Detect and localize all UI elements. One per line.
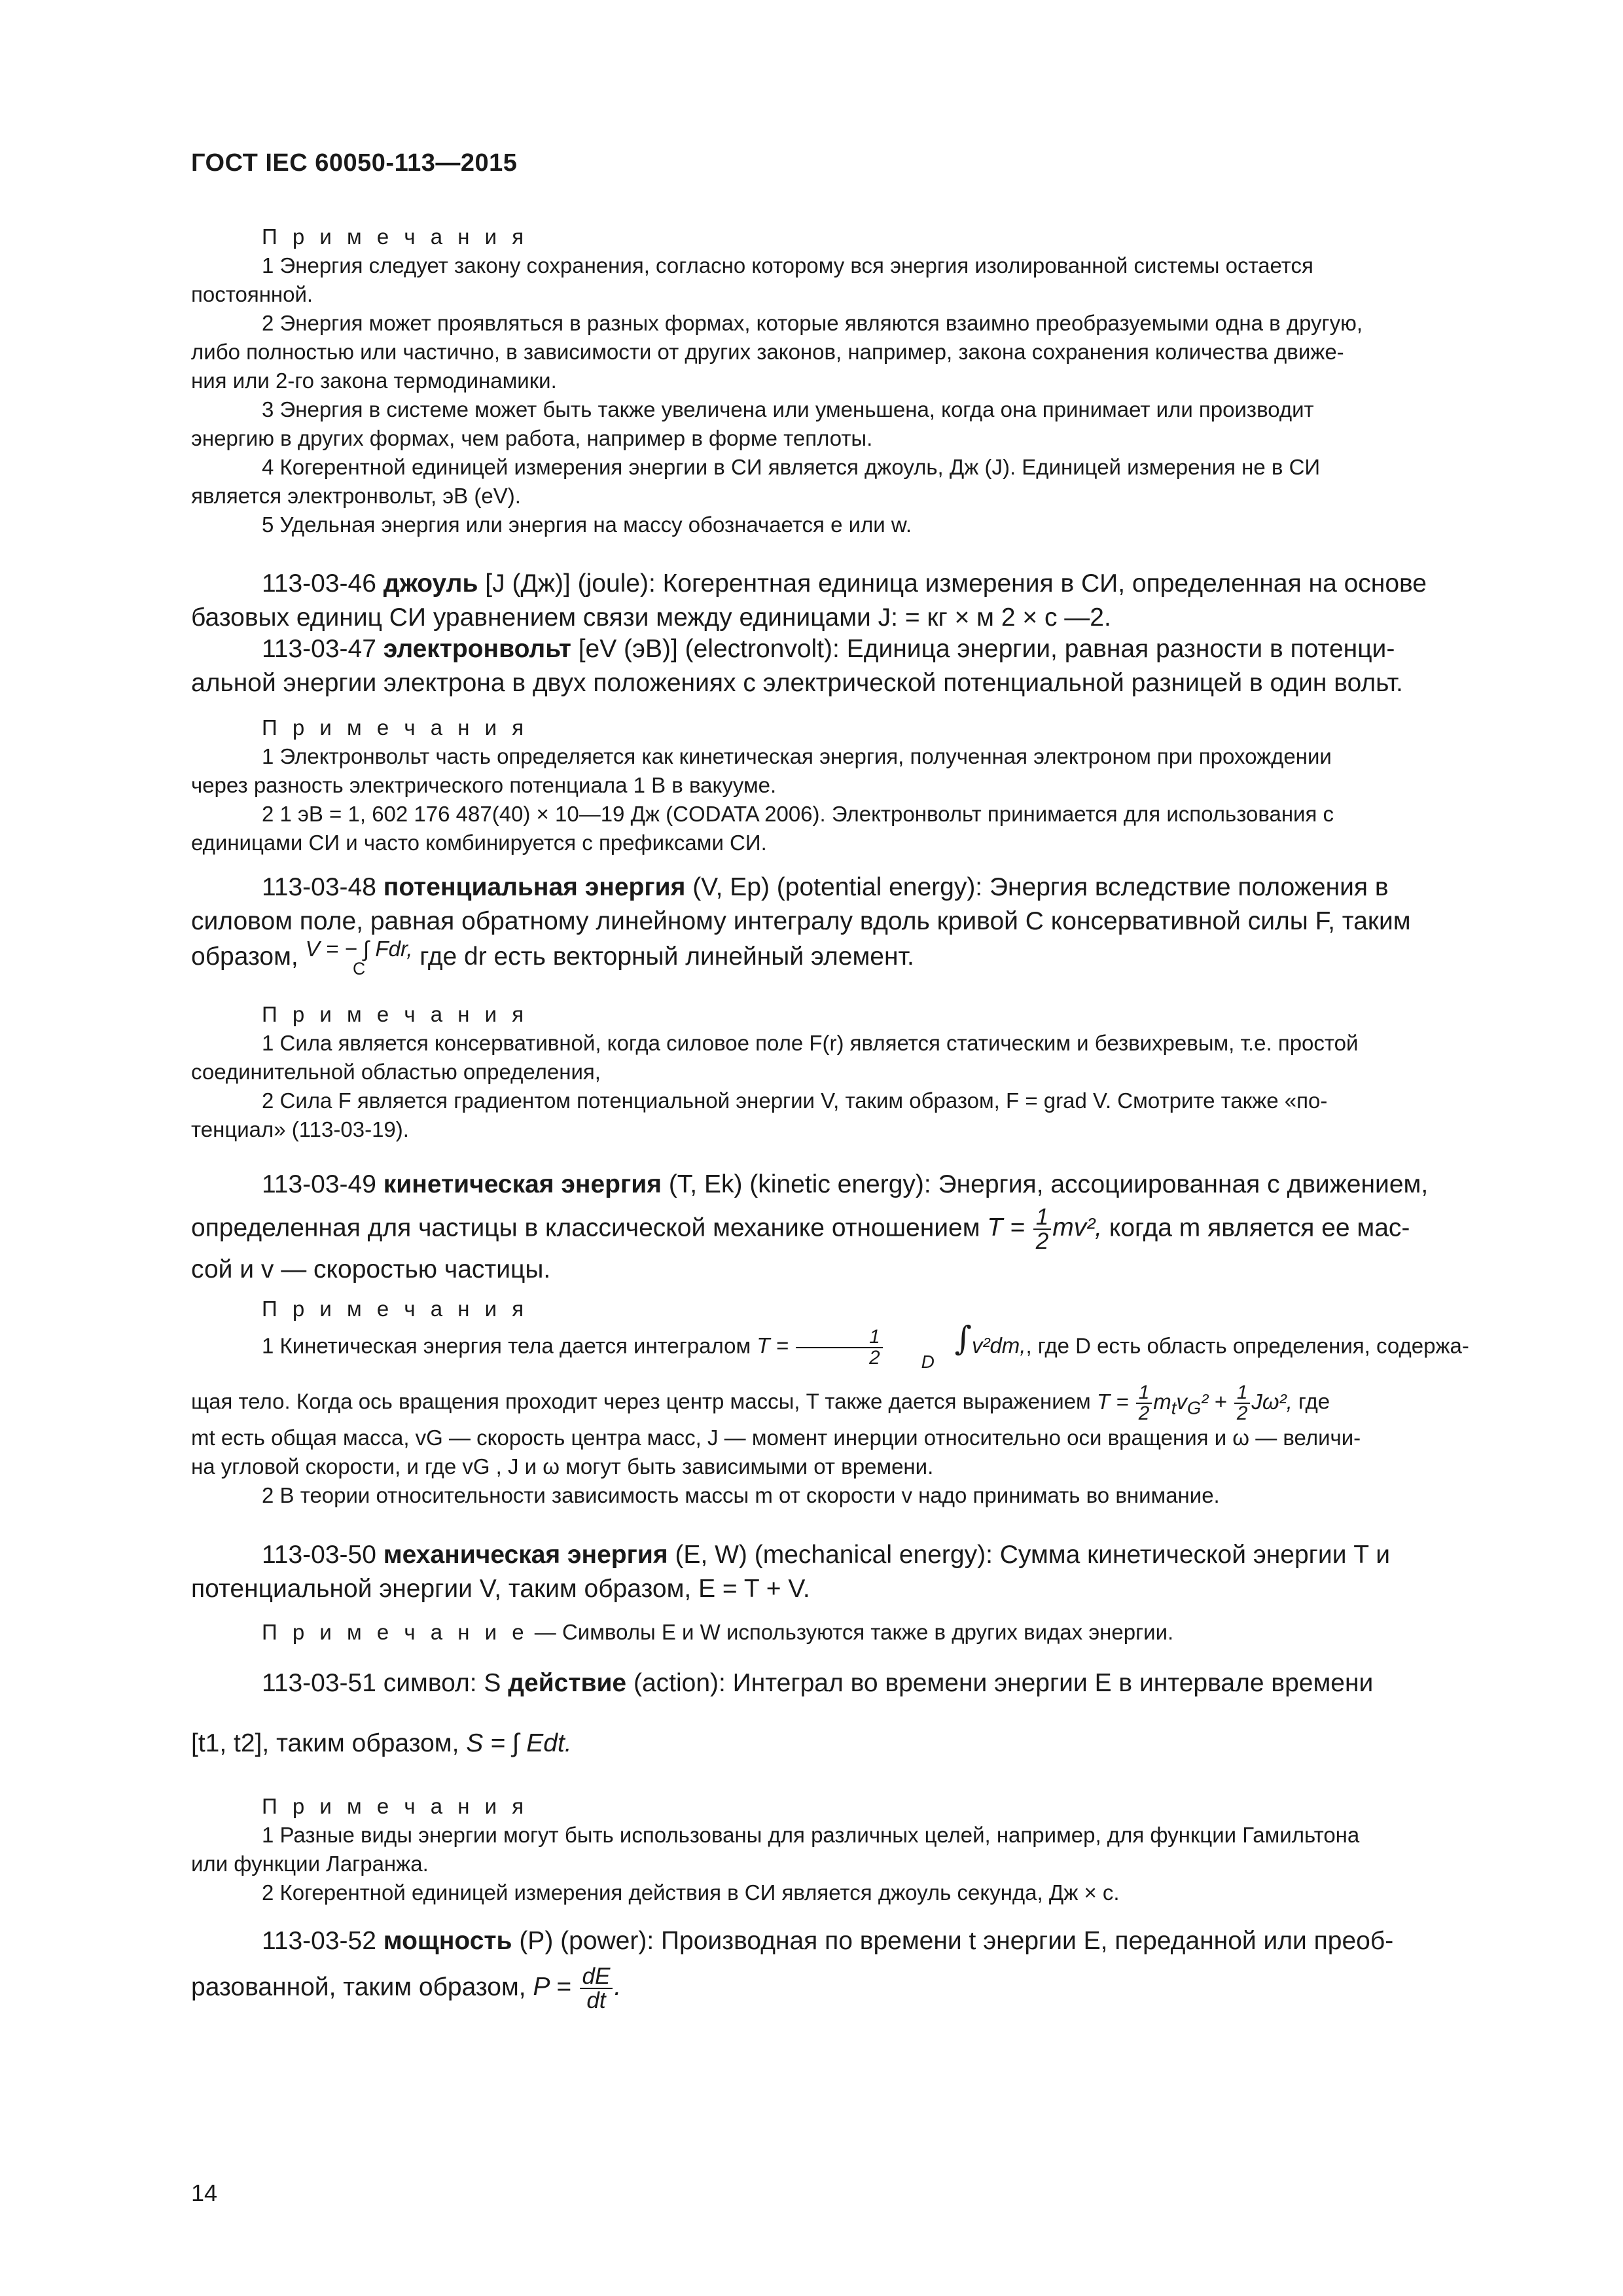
formula-lead: определенная для частицы в классической механике отношением <box>191 1213 980 1242</box>
term-power <box>191 1924 1493 2012</box>
formula-trail: когда m является ее мас- <box>1109 1213 1410 1242</box>
note-1-cont <box>191 1383 1493 1423</box>
term-definition: (E, W) (mechanical energy): Сумма кинетической энергии T и <box>675 1541 1391 1569</box>
mechanical-note <box>191 1618 1493 1647</box>
term-definition: (action): Интеграл во времени энергии E в интервале времени <box>633 1669 1374 1697</box>
term-definition-cont <box>191 1727 1493 1761</box>
term-title: джоуль <box>383 569 478 598</box>
term-kinetic-energy <box>191 1168 1493 1287</box>
term-number: 113-03-51 <box>262 1669 376 1697</box>
note-4-cont: является электронвольт, эВ (eV). <box>191 484 521 508</box>
note-1-cont3: на угловой скорости, и где vG , J и ω могут быть зависимыми от времени. <box>191 1454 934 1479</box>
note-3-cont: энергию в других формах, чем работа, например в форме теплоты. <box>191 426 873 450</box>
term-number: 113-03-48 <box>262 873 376 901</box>
action-formula: S = ∫ Edt. <box>466 1729 572 1757</box>
note-1-cont: соединительной областью определения, <box>191 1060 601 1084</box>
term-definition-formula-line <box>191 939 1493 978</box>
term-definition-cont: силовом поле, равная обратному линейному интегралу вдоль кривой C консервативной силы F, таким <box>191 907 1411 935</box>
notes-heading: П р и м е ч а н и я <box>262 715 529 740</box>
term-definition-cont: потенциальной энергии V, таким образом, E = T + V. <box>191 1575 810 1603</box>
term-definition: [eV (эВ)] (electronvolt): Единица энергии, равная разности в потенци- <box>578 635 1395 663</box>
term-number: 113-03-46 <box>262 569 376 598</box>
term-number: 113-03-52 <box>262 1927 376 1955</box>
term-number: 113-03-47 <box>262 635 376 663</box>
note-1-cont-end: где <box>1298 1389 1330 1414</box>
term-action <box>191 1666 1493 1761</box>
note-1-text: 1 Кинетическая энергия тела дается интегралом <box>262 1333 751 1358</box>
term-joule <box>191 567 1493 635</box>
term-number: 113-03-49 <box>262 1170 376 1198</box>
notes-heading: П р и м е ч а н и я <box>262 224 529 249</box>
note-2: 2 Когерентной единицей измерения действия в СИ является джоуль секунда, Дж × с. <box>262 1880 1120 1905</box>
note-2: 2 Сила F является градиентом потенциальной энергии V, таким образом, F = grad V. Смотрите также «по- <box>262 1088 1328 1113</box>
term-definition-cont: базовых единиц СИ уравнением связи между единицами J: = кг × м 2 × с —2. <box>191 603 1111 632</box>
note-2: 2 1 эВ = 1, 602 176 487(40) × 10—19 Дж (CODATA 2006). Электронвольт принимается для использования с <box>262 802 1334 826</box>
term-title: мощность <box>383 1927 512 1955</box>
energy-notes <box>191 223 1493 539</box>
symbol-prefix: символ: S <box>383 1669 501 1697</box>
kinetic-notes <box>191 1295 1493 1510</box>
term-number: 113-03-50 <box>262 1541 376 1569</box>
term-title: потенциальная энергия <box>383 873 686 901</box>
notes-heading: П р и м е ч а н и я <box>262 1794 529 1818</box>
notes-body <box>191 251 1493 539</box>
potential-energy-formula: V = − ∫ Fdr, C <box>305 937 413 979</box>
note-1-text-end: , где D есть область определения, содержа- <box>1026 1333 1469 1358</box>
kinetic-energy-formula: T = $\frac{1}{2}$ mv², <box>987 1204 1103 1255</box>
term-title: электронвольт <box>383 635 571 663</box>
note-1-cont: или функции Лагранжа. <box>191 1852 429 1876</box>
term-definition-cont2: сой и v — скоростью частицы. <box>191 1255 551 1284</box>
term-definition: [J (Дж)] (joule): Когерентная единица измерения в СИ, определенная на основе <box>485 569 1427 598</box>
note-4: 4 Когерентной единицей измерения энергии в СИ является джоуль, Дж (J). Единицей измерения не в СИ <box>262 455 1321 479</box>
electronvolt-notes <box>191 713 1493 857</box>
term-potential-energy <box>191 870 1493 978</box>
term-title: механическая энергия <box>383 1541 668 1569</box>
note-2-cont: тенциал» (113-03-19). <box>191 1117 409 1141</box>
action-notes <box>191 1792 1493 1907</box>
formula-lead: [t1, t2], таким образом, <box>191 1729 459 1757</box>
note-1: 1 Разные виды энергии могут быть использованы для различных целей, например, для функции Гамильтона <box>262 1823 1360 1847</box>
page-number: 14 <box>191 2179 218 2206</box>
note-5: 5 Удельная энергия или энергия на массу обозначается e или w. <box>262 512 912 537</box>
term-definition: (V, Ep) (potential energy): Энергия вследствие положения в <box>692 873 1389 901</box>
term-title: действие <box>508 1669 627 1697</box>
note-2-cont: либо полностью или частично, в зависимости от других законов, например, закона сохранения количества движе- <box>191 340 1344 364</box>
integral-subscript: C <box>352 959 366 979</box>
note-1-cont: постоянной. <box>191 282 313 306</box>
term-definition-cont <box>191 1965 1493 2012</box>
formula-trail: где dr есть векторный линейный элемент. <box>419 942 914 971</box>
note-text: — Символы E и W используются также в других видах энергии. <box>534 1620 1174 1644</box>
note-2-cont: единицами СИ и часто комбинируется с префиксами СИ. <box>191 831 767 855</box>
notes-heading: П р и м е ч а н и я <box>262 1002 529 1026</box>
note-1: 1 Электронвольт часть определяется как кинетическая энергия, полученная электроном при прохождении <box>262 744 1332 768</box>
formula-lead: разованной, таким образом, <box>191 1973 526 2001</box>
note-1-cont-text: щая тело. Когда ось вращения проходит через центр массы, T также дается выражением <box>191 1389 1091 1414</box>
note-1 <box>191 1319 1493 1372</box>
note-3: 3 Энергия в системе может быть также увеличена или уменьшена, когда она принимает или производит <box>262 397 1314 422</box>
potential-notes <box>191 1000 1493 1144</box>
term-definition-cont <box>191 1206 1493 1253</box>
term-definition: (P) (power): Производная по времени t энергии E, переданной или преоб- <box>519 1927 1394 1955</box>
note-1: 1 Сила является консервативной, когда силовое поле F(r) является статическим и безвихревым, т.е. простой <box>262 1031 1359 1055</box>
note-heading: П р и м е ч а н и е <box>262 1620 529 1644</box>
term-definition-cont: альной энергии электрона в двух положениях с электрической потенциальной разницей в один вольт. <box>191 669 1403 697</box>
note-1-cont2: mt есть общая масса, vG — скорость центра масс, J — момент инерции относительно оси вращения и ω — величи- <box>191 1425 1361 1450</box>
note-2: 2 В теории относительности зависимость массы m от скорости v надо принимать во внимание. <box>262 1482 1220 1507</box>
document-header: ГОСТ IEC 60050-113—2015 <box>191 149 518 177</box>
note-2: 2 Энергия может проявляться в разных формах, которые являются взаимно преобразуемыми одна в другую, <box>262 311 1363 335</box>
formula-lead: образом, <box>191 942 298 971</box>
rotation-energy-formula: T = $\frac{1}{2}$ $m_tv_G^2$ + $\frac{1}{2}$ Jω², <box>1096 1382 1293 1425</box>
note-1-cont: через разность электрического потенциала 1 В в вакууме. <box>191 773 777 797</box>
term-definition: (T, Ek) (kinetic energy): Энергия, ассоциированная с движением, <box>668 1170 1429 1198</box>
kinetic-integral-formula: T = $\frac{1}{2}$ ∫ Dv²dm, <box>757 1319 1026 1372</box>
term-title: кинетическая энергия <box>383 1170 662 1198</box>
notes-heading: П р и м е ч а н и я <box>262 1297 529 1321</box>
power-formula: P = $\frac{dE}{dt}$ . <box>533 1964 622 2014</box>
note-2-cont2: ния или 2-го закона термодинамики. <box>191 368 557 393</box>
term-electronvolt <box>191 632 1493 700</box>
term-mechanical-energy <box>191 1538 1493 1606</box>
note-1: 1 Энергия следует закону сохранения, согласно которому вся энергия изолированной системы остается <box>262 253 1313 278</box>
